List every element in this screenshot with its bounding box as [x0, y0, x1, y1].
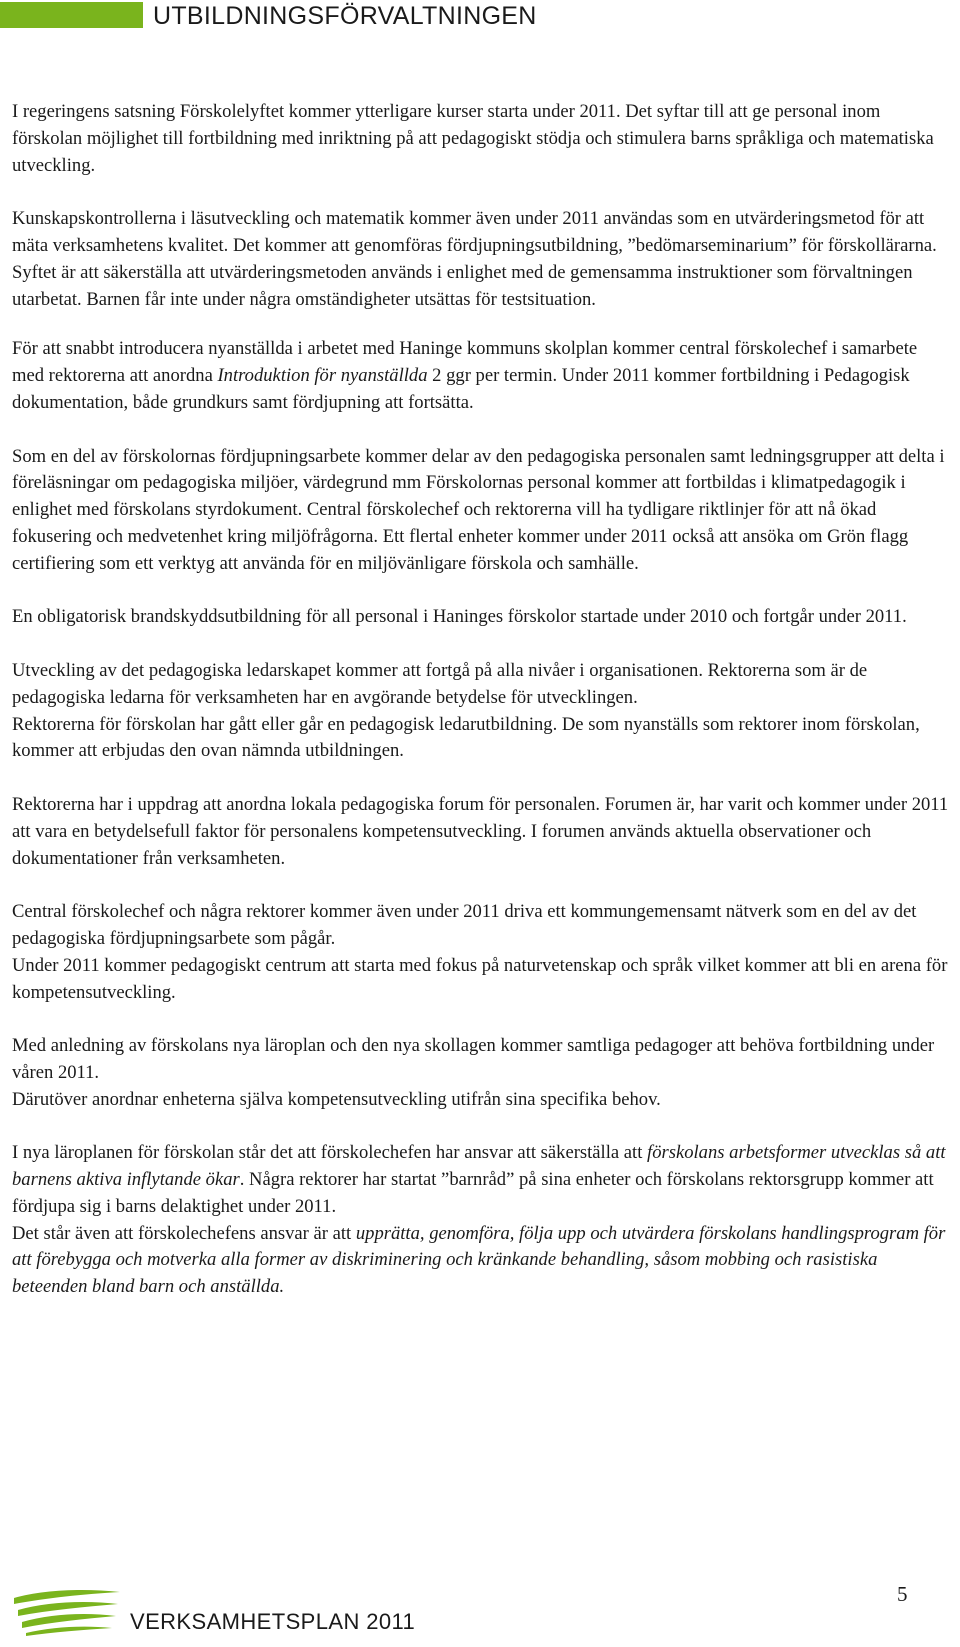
paragraph-line	[12, 1140, 950, 1220]
paragraph-text: Det står även att förskolechefens ansvar är att	[12, 1222, 356, 1244]
header-title: UTBILDNINGSFÖRVALTNINGEN	[153, 2, 537, 30]
paragraph-line: Under 2011 kommer pedagogiskt centrum att starta med fokus på naturvetenskap och språk vilket kommer att bli en arena för kompetensutveckling.	[12, 954, 948, 1003]
paragraph-laroplan	[12, 1033, 950, 1113]
paragraph-line: Utveckling av det pedagogiska ledarskapet kommer att fortgå på alla nivåer i organisationen. Rektorerna som är de pedagogiska ledarna för verksamheten har en avgörande betydelse för utvecklingen.	[12, 659, 868, 708]
paragraph-text: I nya läroplanen för förskolan står det att förskolechefen har ansvar att säkerställa att	[12, 1142, 648, 1164]
paragraph-text: . Några rektorer har startat ”barnråd” på sina enheter och förskolans rektorsgrupp kommer att fördjupa sig i barns delaktighet under 2011.	[12, 1169, 934, 1217]
paragraph-line: Rektorerna för förskolan har gått eller går en pedagogisk ledarutbildning. De som nyanställs som rektorer inom förskolan, kommer att erbjudas den ovan nämnda utbildningen.	[12, 713, 920, 762]
header-accent-bar	[0, 2, 143, 28]
paragraph-line: Därutöver anordnar enheterna själva kompetensutveckling utifrån sina specifika behov.	[12, 1088, 661, 1110]
paragraph-ledarskap	[12, 658, 950, 765]
paragraph-text: 2 ggr per termin. Under 2011 kommer fortbildning i Pedagogisk dokumentation, både grundkurs samt fördjupning att fortsätta.	[12, 365, 910, 413]
paragraph-forskolelyftet: I regeringens satsning Förskolelyftet kommer ytterligare kurser starta under 2011. Det syftar till att ge personal inom förskolan möjlighet till fortbildning med inriktning på att pedagogiskt stödja och stimulera barns språkliga och matematiska utveckling.	[12, 101, 934, 176]
leaf-logo-icon	[12, 1582, 122, 1636]
italic-quote: förskolans arbetsformer utvecklas så att barnens aktiva inflytande ökar	[12, 1142, 946, 1191]
paragraph-kunskapskontroller: Kunskapskontrollerna i läsutveckling och matematik kommer även under 2011 användas som en utvärderingsmetod för att mäta verksamhetens kvalitet. Det kommer att genomföras fördjupningsutbildning, ”bedömarseminarium” för förskollärarna. Syftet är att säkerställa att utvärderingsmetoden används i enlighet med de gemensamma instruktioner som förvaltningen utarbetat. Barnen får inte under några omständigheter utsättas för testsituation.	[12, 208, 937, 310]
paragraph-forum: Rektorerna har i uppdrag att anordna lokala pedagogiska forum för personalen. Forumen är, har varit och kommer under 2011 att vara en betydelsefull faktor för personalens kompetensutveckling. I forumen används aktuella observationer och dokumentationer från verksamheten.	[12, 793, 949, 869]
italic-course-name: Introduktion för nyanställda	[217, 365, 428, 387]
paragraph-fordjupningsarbete: Som en del av förskolornas fördjupningsarbete kommer delar av den pedagogiska personalen samt ledningsgrupper att delta i föreläsningar om pedagogiska miljöer, värdegrund mm Förskolornas personal kommer att fortbildas i klimatpedagogik i enlighet med förskolans styrdokument. Central förskolechef och rektorerna vill ha tydligare riktlinjer för att nå ökad fokusering och medvetenhet kring miljöfrågorna. Ett flertal enheter kommer under 2011 också att ansöka om Grön flagg certifiering som ett verktyg att använda för en miljövänligare förskola och samhälle.	[12, 445, 945, 574]
paragraph-delaktighet	[12, 1140, 950, 1301]
paragraph-text: För att snabbt introducera nyanställda i arbetet med Haninge kommuns skolplan kommer central förskolechef i samarbete med rektorerna att anordna	[12, 338, 918, 387]
italic-quote: upprätta, genomföra, följa upp och utvärdera förskolans handlingsprogram för att förebygga och motverka alla former av diskriminering och kränkande behandling, såsom mobbing och rasistiska beteenden bland barn och anställda.	[12, 1222, 946, 1298]
paragraph-line: Med anledning av förskolans nya läroplan och den nya skollagen kommer samtliga pedagoger att behöva fortbildning under våren 2011.	[12, 1035, 935, 1083]
paragraph-natverk	[12, 899, 950, 1006]
paragraph-introduktion	[12, 336, 950, 416]
page-header	[0, 0, 960, 40]
paragraph-line: Central förskolechef och några rektorer kommer även under 2011 driva ett kommungemensamt nätverk som en del av det pedagogiska fördjupningsarbete som pågår.	[12, 901, 917, 949]
page-number: 5	[897, 1582, 908, 1606]
document-body	[12, 99, 950, 1301]
paragraph-line	[12, 1221, 950, 1301]
paragraph-brandskydd: En obligatorisk brandskyddsutbildning för all personal i Haninges förskolor startade under 2010 och fortgår under 2011.	[12, 606, 907, 628]
footer-title: VERKSAMHETSPLAN 2011	[130, 1609, 416, 1634]
